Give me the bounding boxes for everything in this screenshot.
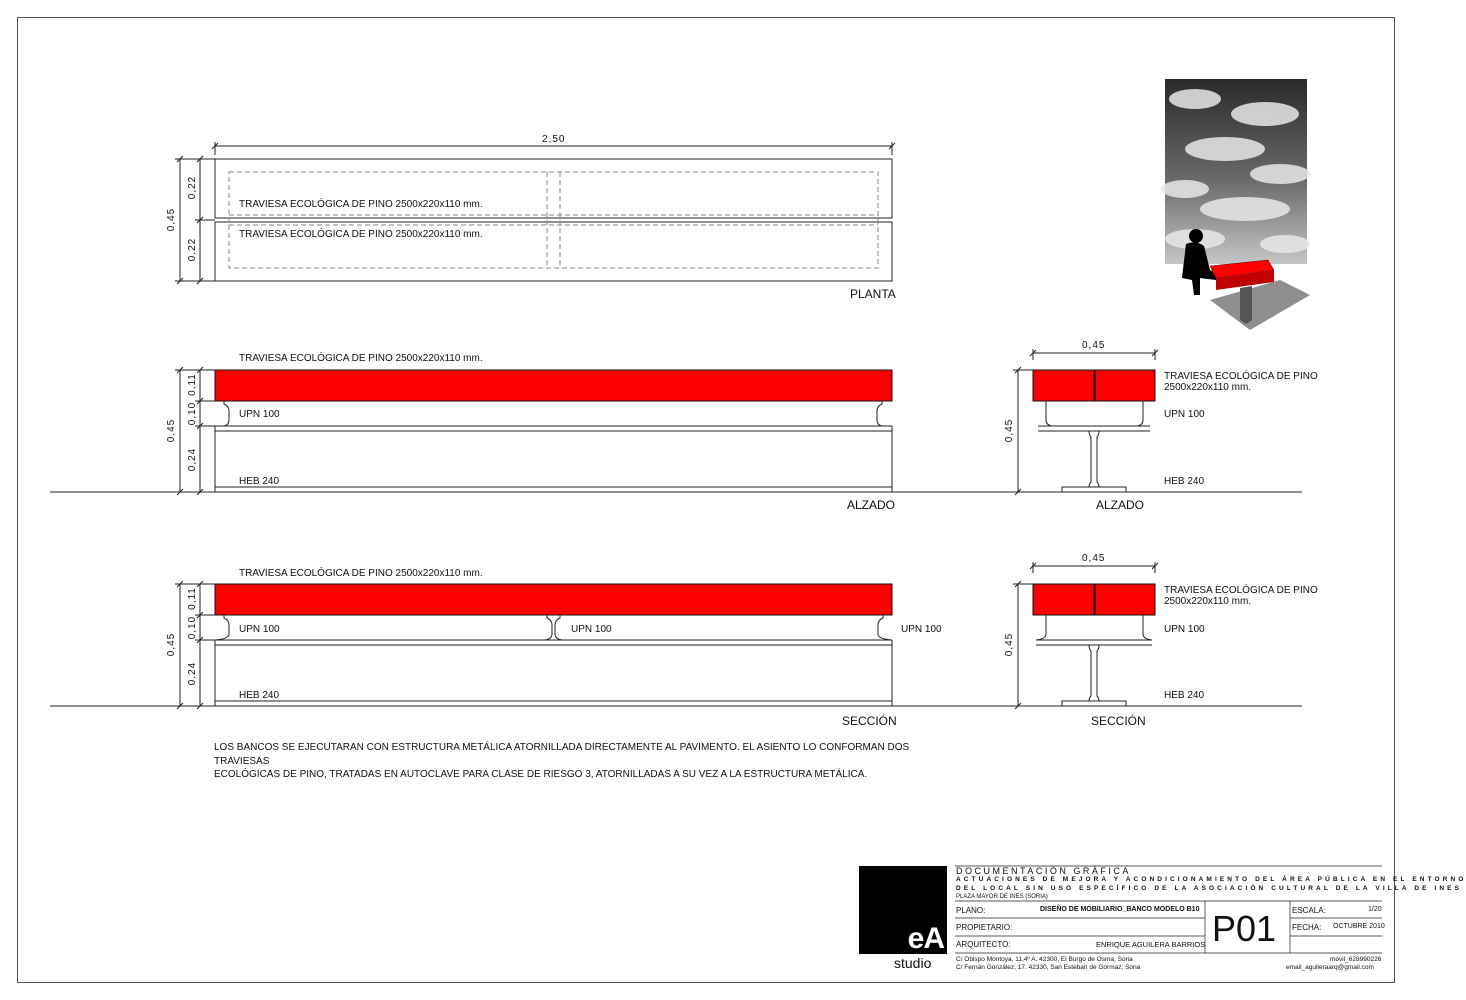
dim-elev-h3: 0,24 (187, 447, 199, 472)
elev-seat-label: TRAVIESA ECOLÓGICA DE PINO 2500x220x110 mm. (239, 353, 483, 364)
view-title-planta: PLANTA (850, 287, 896, 301)
elev-heb-label: HEB 240 (239, 476, 280, 487)
tb-address-1: C/ Obispo Montoya, 11,4º A. 42300, El Burgo de Osma, Soria (956, 956, 1133, 963)
tb-fecha-key: FECHA: (1292, 923, 1322, 932)
side-section-upn-label: UPN 100 (1164, 624, 1205, 635)
side-elevation (1013, 349, 1158, 495)
construction-note (214, 741, 914, 782)
side-upn-label: UPN 100 (1164, 409, 1205, 420)
logo-text: eA (907, 922, 944, 955)
tb-arquitecto-value: ENRIQUE AGUILERA BARRIOS (1096, 940, 1206, 949)
sheet-number: P01 (1212, 908, 1277, 949)
plan-label-2: TRAVIESA ECOLÓGICA DE PINO 2500x220x110 mm. (239, 229, 483, 240)
section-upn-label-3: UPN 100 (901, 624, 942, 635)
tb-plano-key: PLANO: (956, 906, 986, 915)
tb-movil: móvil_628990226 (1330, 956, 1382, 963)
tb-location: PLAZA MAYOR DE INES (SORIA) (956, 894, 1048, 900)
dim-side-width: 0,45 (1082, 340, 1106, 351)
dim-side-section-width: 0,45 (1082, 553, 1106, 564)
note-line-1: LOS BANCOS SE EJECUTARAN CON ESTRUCTURA METÁLICA ATORNILLADA DIRECTAMENTE AL PAVIMENTO. EL ASIENTO LO CONFORMAN DOS TRAVIESAS (214, 742, 910, 767)
dim-elev-h2: 0,10 (187, 401, 199, 426)
dim-section-h3: 0,24 (187, 661, 199, 686)
tb-propietario-key: PROPIETARIO: (956, 923, 1013, 932)
view-title-alzado-side: ALZADO (1096, 498, 1145, 512)
view-title-seccion: SECCIÓN (842, 714, 897, 728)
tb-arquitecto-key: ARQUITECTO: (956, 940, 1011, 949)
dim-side-total: 0,45 (1004, 418, 1016, 443)
side-heb-label: HEB 240 (1164, 476, 1205, 487)
elev-upn-label: UPN 100 (239, 409, 280, 420)
section-seat-label: TRAVIESA ECOLÓGICA DE PINO 2500x220x110 mm. (239, 568, 483, 579)
tb-fecha-value: OCTUBRE 2010 (1333, 923, 1385, 930)
dim-side-section-total: 0,45 (1004, 632, 1016, 657)
view-title-alzado: ALZADO (847, 498, 896, 512)
dim-overall-length: 2,50 (542, 134, 566, 145)
side-section (1013, 562, 1158, 709)
side-section-seat-label-2: 2500x220x110 mm. (1164, 596, 1252, 607)
dim-section-h2: 0,10 (187, 615, 199, 640)
dim-elev-total: 0,45 (166, 418, 178, 443)
tb-subtitle-2: DEL LOCAL SIN USO ESPECÍFICO DE LA ASOCIACIÓN CULTURAL DE LA VILLA DE INES (956, 885, 1463, 892)
section-upn-label-1: UPN 100 (239, 624, 280, 635)
dim-section-total: 0,45 (166, 632, 178, 657)
bench-person-illustration (1170, 240, 1310, 320)
tb-escala-key: ESCALA: (1292, 906, 1326, 915)
plan-view (175, 142, 895, 284)
tb-heading: DOCUMENTACIÓN GRÁFICA (956, 866, 1131, 876)
tb-address-2: C/ Fernán González, 17. 42330, San Esteban de Gormaz, Soria (956, 964, 1141, 971)
view-title-seccion-side: SECCIÓN (1091, 714, 1146, 728)
tb-email: email_aguileraarq@gmail.com (1286, 964, 1374, 971)
dim-elev-h1: 0,11 (186, 373, 198, 396)
dim-plan-height: 0,45 (166, 207, 178, 232)
plan-label-1: TRAVIESA ECOLÓGICA DE PINO 2500x220x110 mm. (239, 199, 483, 210)
dim-plan-h2: 0,22 (187, 237, 199, 262)
dim-section-h1: 0,11 (186, 587, 198, 610)
dim-plan-h1: 0,22 (187, 175, 199, 200)
logo-subtext: studio (894, 955, 932, 971)
section-upn-label-2: UPN 100 (571, 624, 612, 635)
note-line-2: ECOLÓGICAS DE PINO, TRATADAS EN AUTOCLAVE PARA CLASE DE RIESGO 3, ATORNILLADAS A SU VEZ A LA ESTRUCTURA METÁLICA. (214, 769, 868, 780)
tb-subtitle-1: ACTUACIONES DE MEJORA Y ACONDICIONAMIENTO DEL ÁREA PÚBLICA EN EL ENTORNO (956, 876, 1466, 883)
studio-logo (859, 866, 947, 954)
section-heb-label: HEB 240 (239, 690, 280, 701)
side-section-seat-label-1: TRAVIESA ECOLÓGICA DE PINO (1164, 585, 1318, 596)
side-seat-label-1: TRAVIESA ECOLÓGICA DE PINO (1164, 371, 1318, 382)
tb-plano-value: DISEÑO DE MOBILIARIO_BANCO MODELO B10 (1040, 906, 1200, 913)
tb-escala-value: 1/20 (1368, 906, 1382, 913)
side-seat-label-2: 2500x220x110 mm. (1164, 382, 1252, 393)
side-section-heb-label: HEB 240 (1164, 690, 1205, 701)
